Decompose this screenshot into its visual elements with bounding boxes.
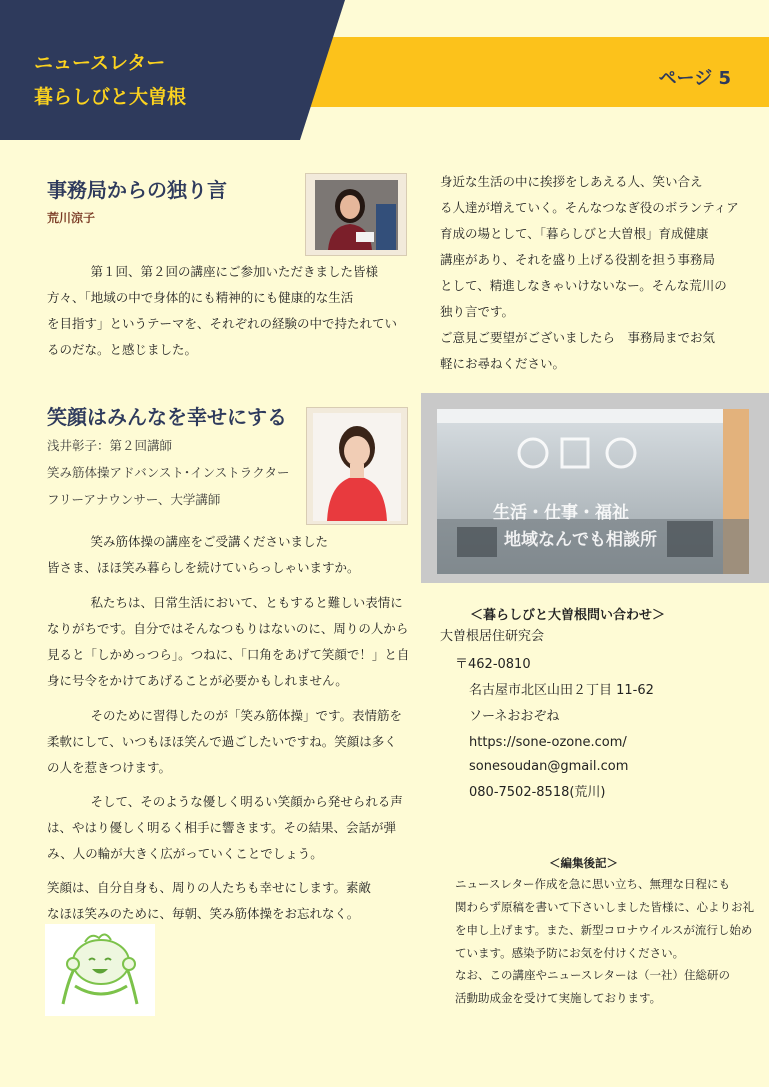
article1-author: 荒川涼子 — [47, 211, 96, 225]
postscript-title: ＜編集後記＞ — [549, 856, 618, 870]
newsletter-name: 暮らしびと大曽根 — [34, 86, 187, 108]
article2-author: フリーアナウンサー、大学講師 — [47, 492, 221, 507]
article2-line: なほほ笑みのために、毎朝、笑み筋体操をお忘れなく。 — [47, 906, 360, 921]
article1-cont-line: る人達が増えていく。そんなつなぎ役のボランティア — [440, 200, 739, 215]
contact-email: sonesoudan@gmail.com — [469, 759, 629, 774]
article2-title: 笑顔はみんなを幸せにする — [47, 405, 287, 429]
contact-phone: 080-7502-8518(荒川) — [469, 785, 606, 800]
article1-cont-line: として、精進しなきゃいけないなー。そんな荒川の — [440, 278, 727, 293]
staff-photo-frame — [305, 173, 407, 256]
article1-line: 第１回、第２回の講座にご参加いただきました皆様 — [78, 264, 379, 279]
smiling-mascot-illustration — [45, 924, 155, 1016]
postscript-line: ています。感染予防にお気を付けください。 — [455, 946, 685, 960]
article2-line: は、やはり優しく明るく相手に響きます。その結果、会話が弾 — [47, 820, 397, 835]
contact-postal: 〒462-0810 — [455, 657, 531, 672]
postscript-line: なお、この講座やニュースレターは（一社）住総研の — [455, 968, 730, 982]
article2-line: 笑み筋体操の講座をご受講くださいました — [78, 534, 329, 549]
page-number: ページ 5 — [658, 68, 731, 89]
article1-cont-line: ご意見ご要望がございましたら 事務局までお気 — [440, 330, 716, 345]
article1-line: 方々、「地域の中で身体的にも精神的にも健康的な生活 — [47, 290, 354, 305]
postscript-line: を申し上げます。また、新型コロナウイルスが流行し始め — [455, 923, 753, 937]
office-sign-line1: 生活・仕事・福祉 — [493, 503, 629, 523]
article1-line: を目指す」というテーマを、それぞれの経験の中で持たれてい — [47, 316, 398, 331]
article1-cont-line: 講座があり、それを盛り上げる役割を担う事務局 — [440, 252, 716, 267]
article2-line: み、人の輪が大きく広がっていくことでしょう。 — [47, 846, 323, 861]
contact-building: ソーネおおぞね — [469, 709, 560, 724]
article1-cont-line: 軽にお尋ねください。 — [440, 356, 566, 371]
article1-title: 事務局からの独り言 — [47, 178, 227, 202]
postscript-line: 活動助成金を受けて実施しております。 — [455, 991, 662, 1005]
article2-line: 見ると「しかめっつら」。つねに、「口角をあげて笑顔で！」と自 — [47, 647, 410, 662]
contact-address: 名古屋市北区山田２丁目 11-62 — [469, 683, 654, 698]
article2-author: 浅井彰子：第２回講師 — [47, 438, 173, 453]
article2-author: 笑み筋体操アドバンスト･インストラクター — [47, 465, 290, 480]
postscript-line: 関わらず原稿を書いて下さいしました皆様に、心よりお礼 — [455, 900, 754, 914]
article1-cont-line: 身近な生活の中に挨拶をしあえる人、笑い合え — [440, 174, 703, 189]
newsletter-label: ニュースレター — [34, 52, 166, 74]
contact-url: https://sone-ozone.com/ — [469, 735, 627, 750]
article2-line: 身に号令をかけてあげることが必要かもしれません。 — [47, 673, 348, 688]
article2-line: そして、そのような優しく明るい笑顔から発せられる声 — [78, 794, 403, 809]
article2-line: 柔軟にして、いつもほほ笑んで過ごしたいですね。笑顔は多く — [47, 734, 397, 749]
article2-line: の人を惹きつけます。 — [47, 760, 172, 775]
article2-line: 私たちは、日常生活において、ともすると難しい表情に — [78, 595, 403, 610]
contact-title: ＜暮らしびと大曽根問い合わせ＞ — [470, 608, 666, 623]
article2-line: そのために習得したのが「笑み筋体操」です。表情筋を — [78, 708, 403, 723]
article1-cont-line: 独り言です。 — [440, 304, 515, 319]
lecturer-portrait-photo — [307, 408, 407, 524]
article2-line: 皆さま、ほほ笑み暮らしを続けていらっしゃいますか。 — [47, 560, 360, 575]
article2-line: 笑顔は、自分自身も、周りの人たちも幸せにします。素敵 — [47, 880, 372, 895]
staff-portrait-photo — [306, 174, 406, 255]
article1-cont-line: 育成の場として、「暮らしびと大曽根」育成健康 — [440, 226, 709, 241]
contact-org: 大曽根居住研究会 — [440, 629, 545, 644]
lecturer-photo-frame — [306, 407, 408, 525]
office-sign-line2: 地域なんでも相談所 — [504, 530, 657, 550]
postscript-line: ニュースレター作成を急に思い立ち、無理な日程にも — [455, 877, 730, 891]
article2-line: なりがちです。自分ではそんなつもりはないのに、周りの人から — [47, 621, 409, 636]
article1-line: るのだな。と感じました。 — [47, 342, 198, 357]
